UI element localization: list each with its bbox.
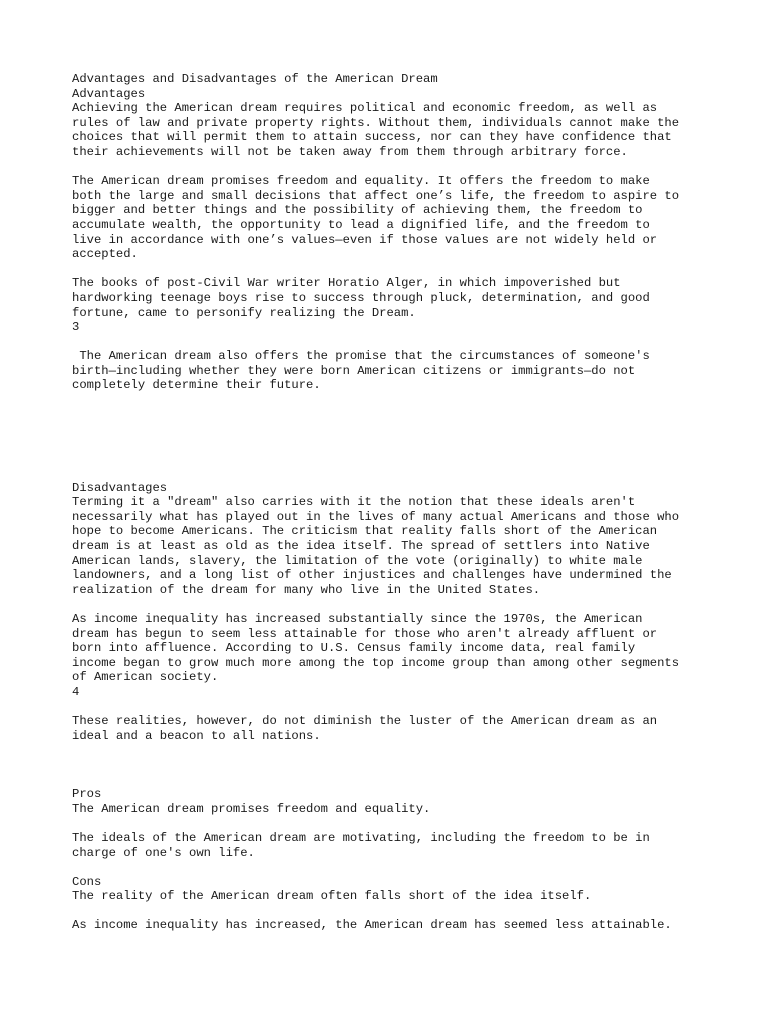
disadvantages-paragraph-3: These realities, however, do not diminish the luster of the American dream as an ideal and a beacon to all nations.: [72, 714, 658, 743]
footnote-marker-3: 3: [72, 320, 80, 335]
pros-item-1: The American dream promises freedom and equality.: [72, 801, 431, 816]
spacer: [72, 393, 712, 481]
spacer: [72, 160, 712, 175]
advantages-heading: Advantages: [72, 86, 146, 101]
spacer: [72, 904, 712, 919]
footnote-marker-4: 4: [72, 684, 80, 699]
document-title: Advantages and Disadvantages of the American Dream: [72, 72, 438, 86]
spacer: [72, 860, 712, 875]
spacer: [72, 743, 712, 787]
spacer: [72, 597, 712, 612]
pros-item-2: The ideals of the American dream are motivating, including the freedom to be in charge of one's own life.: [72, 830, 650, 860]
cons-item-2: As income inequality has increased, the American dream has seemed less attainable.: [72, 918, 672, 933]
advantages-paragraph-2: The American dream promises freedom and equality. It offers the freedom to make both the large and small decisions that affect one’s life, the freedom to aspire to bigger and better things and the possibility of achieving them, the freedom to accumulate wealth, the opportunity to lead a dignified life, and the freedom to live in accordance with one’s values—even if those values are not widely held or accepted.: [72, 174, 680, 262]
pros-heading: Pros: [72, 787, 102, 802]
spacer: [72, 700, 712, 715]
advantages-paragraph-3: The books of post-Civil War writer Horatio Alger, in which impoverished but hardworking teenage boys rise to success through pluck, determination, and good fortune, came to personify realizing the Dream.: [72, 276, 650, 320]
advantages-paragraph-4: The American dream also offers the promise that the circumstances of someone's birth—including whether they were born American citizens or immigrants—do not completely determine their future.: [72, 349, 650, 393]
disadvantages-heading: Disadvantages: [72, 480, 168, 495]
advantages-paragraph-1: Achieving the American dream requires political and economic freedom, as well as rules of law and private property rights. Without them, individuals cannot make the choices that will permit them to attain success, nor can they have confidence that their achievements will not be taken away from them through arbitrary force.: [72, 101, 680, 159]
spacer: [72, 262, 712, 277]
document-page: [72, 72, 712, 933]
disadvantages-paragraph-2: As income inequality has increased substantially since the 1970s, the American dream has begun to seem less attainable for those who aren't already affluent or born into affluence. According to U.S. Census family income data, real family income began to grow much more among the top income group than among other segments of American society.: [72, 612, 680, 685]
cons-heading: Cons: [72, 874, 102, 889]
disadvantages-paragraph-1: Terming it a "dream" also carries with it the notion that these ideals aren't necessarily what has played out in the lives of many actual Americans and those who hope to become Americans. The criticism that reality falls short of the American dream is at least as old as the idea itself. The spread of settlers into Native American lands, slavery, the limitation of the vote (originally) to white male landowners, and a long list of other injustices and challenges have undermined the realization of the dream for many who live in the United States.: [72, 495, 680, 597]
spacer: [72, 816, 712, 831]
cons-item-1: The reality of the American dream often falls short of the idea itself.: [72, 889, 592, 904]
spacer: [72, 335, 712, 350]
